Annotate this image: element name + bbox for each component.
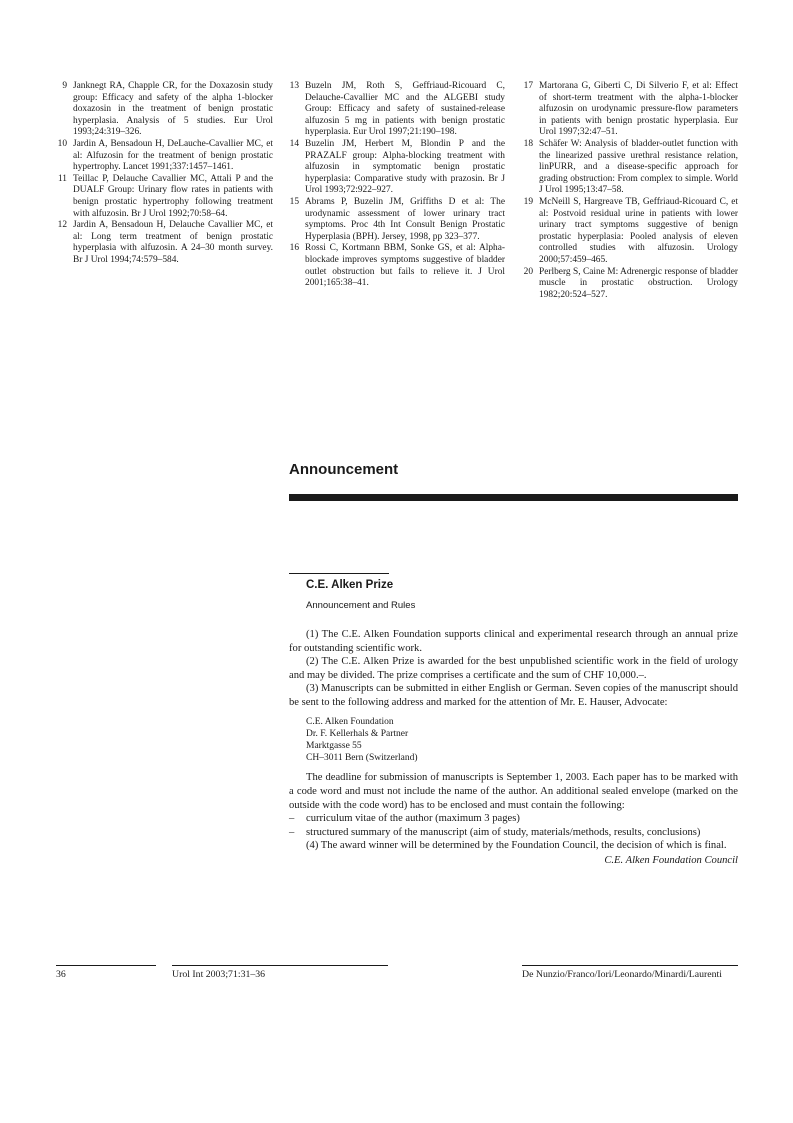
reference-text: Buzelin JM, Herbert M, Blondin P and the PRAZALF group: Alpha-blocking treatment with alfuzosin in symptomatic benign prostatic hyperplasia: Comparative study with prazosin. Br J Urol 1993;72:922–927.	[305, 138, 505, 196]
reference-number: 13	[289, 81, 299, 91]
reference-item	[288, 81, 505, 139]
paragraph-4: The deadline for submission of manuscripts is September 1, 2003. Each paper has to be marked with a code word and must not include the name of the author. An additional sealed envelope (marked on the outside with the code word) has to be enclosed and must contain the following:	[289, 772, 738, 811]
paragraph-5: (4) The award winner will be determined by the Foundation Council, the decision of which is final.	[306, 840, 727, 852]
paragraph-1: (1) The C.E. Alken Foundation supports clinical and experimental research through an annual prize for outstanding scientific work.	[289, 629, 738, 654]
signature: C.E. Alken Foundation Council	[604, 854, 738, 866]
reference-number: 15	[289, 196, 299, 207]
dash-bullet: –	[289, 826, 295, 838]
footer-rule	[172, 965, 388, 966]
reference-item	[522, 267, 738, 302]
reference-number: 10	[57, 138, 67, 149]
reference-number: 19	[523, 196, 533, 207]
dash-bullet: –	[289, 813, 295, 825]
reference-number: 14	[289, 138, 299, 149]
footer-rule	[522, 965, 738, 966]
reference-item	[522, 197, 738, 267]
address-line: C.E. Alken Foundation	[306, 716, 394, 727]
reference-text: Rossi C, Kortmann BBM, Sonke GS, et al: Alpha-blockade improves symptoms suggestive of bladder outlet obstruction but fails to relieve it. J Urol 2001;165:38–41.	[305, 243, 505, 289]
reference-text: Jardin A, Bensadoun H, Delauche Cavallier MC, et al: Long term treatment of benign prostatic hyperplasia with alfuzosin. A 24–30 month survey. Br J Urol 1994;74:579–584.	[73, 220, 273, 265]
reference-text: Abrams P, Buzelin JM, Griffiths D et al: The urodynamic assessment of lower urinary tract symptoms. Proc 4th Int Consult Benign Prostatic Hyperplasia (BPH). Jersey, 1998, pp 323–377.	[305, 196, 505, 242]
reference-number: 12	[57, 220, 67, 231]
reference-item	[522, 139, 738, 197]
prize-title: C.E. Alken Prize	[306, 579, 394, 591]
reference-item	[288, 139, 505, 197]
list-item-text: curriculum vitae of the author (maximum 3 pages)	[306, 813, 520, 825]
reference-item	[56, 139, 273, 174]
reference-number: 9	[62, 81, 67, 91]
reference-number: 20	[523, 266, 533, 277]
reference-item	[56, 174, 273, 220]
author-list: De Nunzio/Franco/Iori/Leonardo/Minardi/Laurenti	[522, 969, 722, 980]
list-item	[289, 812, 738, 826]
section-rule	[289, 573, 389, 574]
foundation-address	[306, 716, 738, 765]
references-column-2	[288, 81, 505, 290]
announcement-heading: Announcement	[289, 461, 399, 478]
reference-item	[522, 81, 738, 139]
references-column-3	[522, 81, 738, 301]
page-number: 36	[56, 969, 66, 980]
references-column-1	[56, 81, 273, 267]
reference-text: Buzeln JM, Roth S, Geffriaud-Ricouard C, Delauche-Cavallier MC and the ALGEBI study Group: Efficacy and safety of sustained-release alfuzosin 5 mg in patients with benign prostatic hyperplasia. Eur Urol 1997;21:190–198.	[305, 81, 505, 138]
paragraph-2: (2) The C.E. Alken Prize is awarded for the best unpublished scientific work in the field of urology and may be divided. The prize comprises a certificate and the sum of CHF 10,000.–.	[289, 656, 738, 681]
announcement-body	[289, 628, 738, 868]
reference-text: McNeill S, Hargreave TB, Geffriaud-Ricouard C, et al: Postvoid residual urine in patients with lower urinary tract symptoms suggestive of benign prostatic hyperplasia: Pooled analysis of eleven controlled studies with alfuzosin. Urology 2000;57:459–465.	[539, 196, 738, 265]
list-item-text: structured summary of the manuscript (aim of study, materials/methods, results, conclusions)	[306, 826, 701, 838]
reference-text: Schäfer W: Analysis of bladder-outlet function with the linearized passive urethral resistance relation, linPURR, and a disease-specific approach for grading obstruction: From complex to simple. World J Urol 1995;13:47–58.	[539, 138, 738, 196]
reference-item	[56, 81, 273, 139]
reference-item	[288, 243, 505, 289]
reference-item	[56, 220, 273, 266]
reference-number: 18	[523, 138, 533, 149]
footer-rule	[56, 965, 156, 966]
reference-number: 16	[289, 243, 299, 254]
paragraph-3: (3) Manuscripts can be submitted in either English or German. Seven copies of the manuscript should be sent to the following address and marked for the attention of Mr. E. Hauser, Advocate:	[289, 683, 738, 708]
reference-text: Teillac P, Delauche Cavallier MC, Attali P and the DUALF Group: Urinary flow rates in patients with benign prostatic hypertrophy following treatment with alfuzosin. Br J Urol 1992;70:58–64.	[73, 173, 273, 219]
prize-subtitle: Announcement and Rules	[306, 600, 416, 611]
reference-text: Janknegt RA, Chapple CR, for the Doxazosin study group: Efficacy and safety of the alpha 1-blocker doxazosin in the treatment of benign prostatic hyperplasia. Analysis of 5 studies. Eur Urol 1993;24:319–326.	[73, 81, 273, 138]
journal-citation: Urol Int 2003;71:31–36	[172, 969, 266, 980]
address-line: Marktgasse 55	[306, 740, 362, 751]
address-line: CH–3011 Bern (Switzerland)	[306, 753, 418, 764]
reference-text: Martorana G, Giberti C, Di Silverio F, et al: Effect of short-term treatment with the alpha-1-blocker alfuzosin on urodynamic pressure-flow parameters in patients with benign prostatic hyperplasia. Eur Urol 1997;32:47–51.	[539, 81, 738, 138]
heading-rule	[289, 494, 738, 501]
reference-number: 11	[57, 173, 67, 184]
reference-text: Jardin A, Bensadoun H, DeLauche-Cavallier MC, et al: Alfuzosin for the treatment of benign prostatic hypertrophy. Lancet 1991;337:1457–1461.	[73, 138, 273, 173]
reference-item	[288, 197, 505, 243]
reference-number: 17	[523, 81, 533, 91]
list-item	[289, 826, 738, 840]
address-line: Dr. F. Kellerhals & Partner	[306, 728, 409, 739]
reference-text: Perlberg S, Caine M: Adrenergic response of bladder muscle in prostatic obstruction. Urology 1982;20:524–527.	[539, 266, 738, 300]
